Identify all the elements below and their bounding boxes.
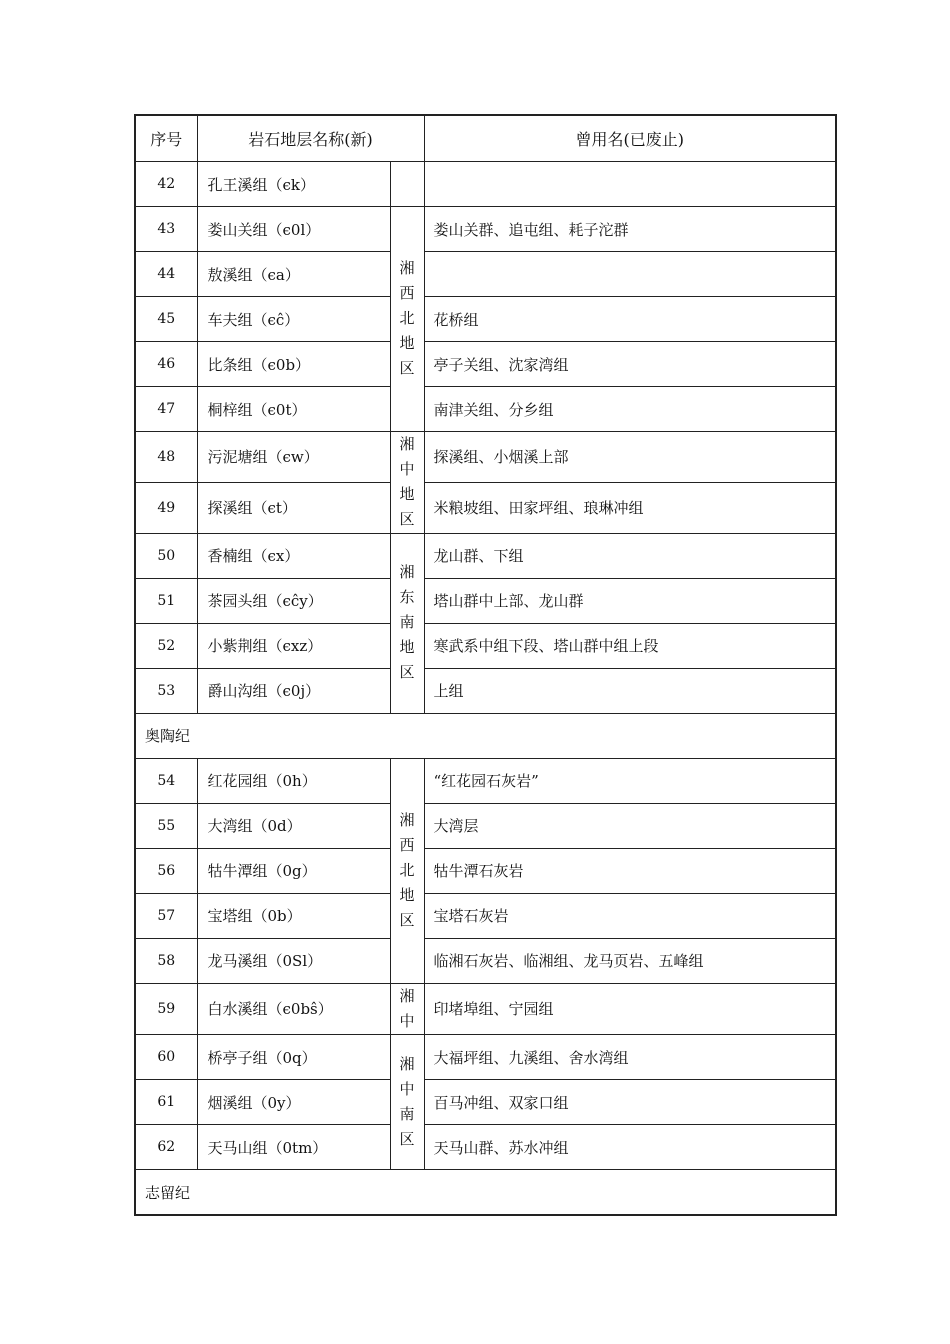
row-old: 龙山群、下组: [424, 533, 836, 578]
row-num: 44: [135, 252, 197, 297]
row-name: 爵山沟组（ϵ0j）: [197, 668, 390, 713]
row-num: 53: [135, 668, 197, 713]
region-cell: 湘西北地区: [390, 207, 424, 432]
row-name: 白水溪组（ϵ0bŝ）: [197, 983, 390, 1035]
row-old: 大福坪组、九溪组、舍水湾组: [424, 1035, 836, 1080]
period-label-silurian: 志留纪: [135, 1170, 836, 1216]
table-row: [135, 482, 836, 533]
row-name: 牯牛潭组（0g）: [197, 848, 390, 893]
row-old: 亭子关组、沈家湾组: [424, 342, 836, 387]
table-row: [135, 207, 836, 252]
row-old: 牯牛潭石灰岩: [424, 848, 836, 893]
table-row: [135, 848, 836, 893]
row-old: 百马冲组、双家口组: [424, 1080, 836, 1125]
row-name: 污泥塘组（ϵw）: [197, 432, 390, 483]
row-name: 桐梓组（ϵ0t）: [197, 387, 390, 432]
row-old: 探溪组、小烟溪上部: [424, 432, 836, 483]
period-label-ordovician: 奥陶纪: [135, 713, 836, 758]
table-row: [135, 297, 836, 342]
row-old: 临湘石灰岩、临湘组、龙马页岩、五峰组: [424, 938, 836, 983]
row-num: 51: [135, 578, 197, 623]
row-name: 烟溪组（0y）: [197, 1080, 390, 1125]
row-old: 娄山关群、追屯组、耗子沱群: [424, 207, 836, 252]
table-row: [135, 1080, 836, 1125]
row-name: 龙马溪组（0Sl）: [197, 938, 390, 983]
table-row: [135, 342, 836, 387]
table-row: [135, 623, 836, 668]
row-old: 米粮坡组、田家坪组、琅琳冲组: [424, 482, 836, 533]
row-name: 敖溪组（ϵa）: [197, 252, 390, 297]
row-name: 车夫组（ϵĉ）: [197, 297, 390, 342]
row-name: 孔王溪组（ϵk）: [197, 162, 390, 207]
table-row: [135, 578, 836, 623]
row-old: 南津关组、分乡组: [424, 387, 836, 432]
table-row: [135, 893, 836, 938]
table-row: [135, 252, 836, 297]
table-row: [135, 1035, 836, 1080]
row-old: 上组: [424, 668, 836, 713]
table-row: [135, 387, 836, 432]
row-num: 56: [135, 848, 197, 893]
row-num: 54: [135, 758, 197, 803]
row-num: 50: [135, 533, 197, 578]
table-row: [135, 533, 836, 578]
strata-table: [134, 114, 837, 1216]
region-cell: 湘中: [390, 983, 424, 1035]
header-row: [135, 115, 836, 162]
row-num: 49: [135, 482, 197, 533]
header-old: 曾用名(已废止): [424, 115, 836, 162]
row-name: 比条组（ϵ0b）: [197, 342, 390, 387]
row-num: 46: [135, 342, 197, 387]
period-row: [135, 713, 836, 758]
table-row: [135, 668, 836, 713]
row-old: 花桥组: [424, 297, 836, 342]
row-old: [424, 162, 836, 207]
row-num: 47: [135, 387, 197, 432]
period-row: [135, 1170, 836, 1216]
row-num: 57: [135, 893, 197, 938]
row-old: 宝塔石灰岩: [424, 893, 836, 938]
row-name: 大湾组（0d）: [197, 803, 390, 848]
region-cell: 湘中地区: [390, 432, 424, 534]
row-num: 48: [135, 432, 197, 483]
row-num: 43: [135, 207, 197, 252]
row-old: 大湾层: [424, 803, 836, 848]
region-cell-empty: [390, 162, 424, 207]
row-old: 塔山群中上部、龙山群: [424, 578, 836, 623]
row-num: 42: [135, 162, 197, 207]
table-row: [135, 803, 836, 848]
table-row: [135, 1125, 836, 1170]
row-num: 61: [135, 1080, 197, 1125]
row-name: 香楠组（ϵx）: [197, 533, 390, 578]
row-name: 红花园组（0h）: [197, 758, 390, 803]
row-old: “红花园石灰岩”: [424, 758, 836, 803]
row-num: 55: [135, 803, 197, 848]
region-cell: 湘西北地区: [390, 758, 424, 983]
row-name: 娄山关组（ϵ0l）: [197, 207, 390, 252]
row-name: 宝塔组（0b）: [197, 893, 390, 938]
row-name: 小紫荆组（ϵxz）: [197, 623, 390, 668]
region-cell: 湘中南区: [390, 1035, 424, 1170]
table-row: [135, 983, 836, 1035]
row-old: 天马山群、苏水冲组: [424, 1125, 836, 1170]
region-cell: 湘东南地区: [390, 533, 424, 713]
table-row: [135, 162, 836, 207]
row-old: 印堵埠组、宁园组: [424, 983, 836, 1035]
table-row: [135, 938, 836, 983]
header-num: 序号: [135, 115, 197, 162]
row-num: 58: [135, 938, 197, 983]
row-num: 60: [135, 1035, 197, 1080]
row-num: 62: [135, 1125, 197, 1170]
row-num: 45: [135, 297, 197, 342]
row-old: 寒武系中组下段、塔山群中组上段: [424, 623, 836, 668]
table-row: [135, 758, 836, 803]
row-num: 59: [135, 983, 197, 1035]
row-num: 52: [135, 623, 197, 668]
row-name: 天马山组（0tm）: [197, 1125, 390, 1170]
table-row: [135, 432, 836, 483]
header-name: 岩石地层名称(新): [197, 115, 424, 162]
row-name: 探溪组（ϵt）: [197, 482, 390, 533]
row-name: 茶园头组（ϵĉy）: [197, 578, 390, 623]
row-old: [424, 252, 836, 297]
row-name: 桥亭子组（0q）: [197, 1035, 390, 1080]
